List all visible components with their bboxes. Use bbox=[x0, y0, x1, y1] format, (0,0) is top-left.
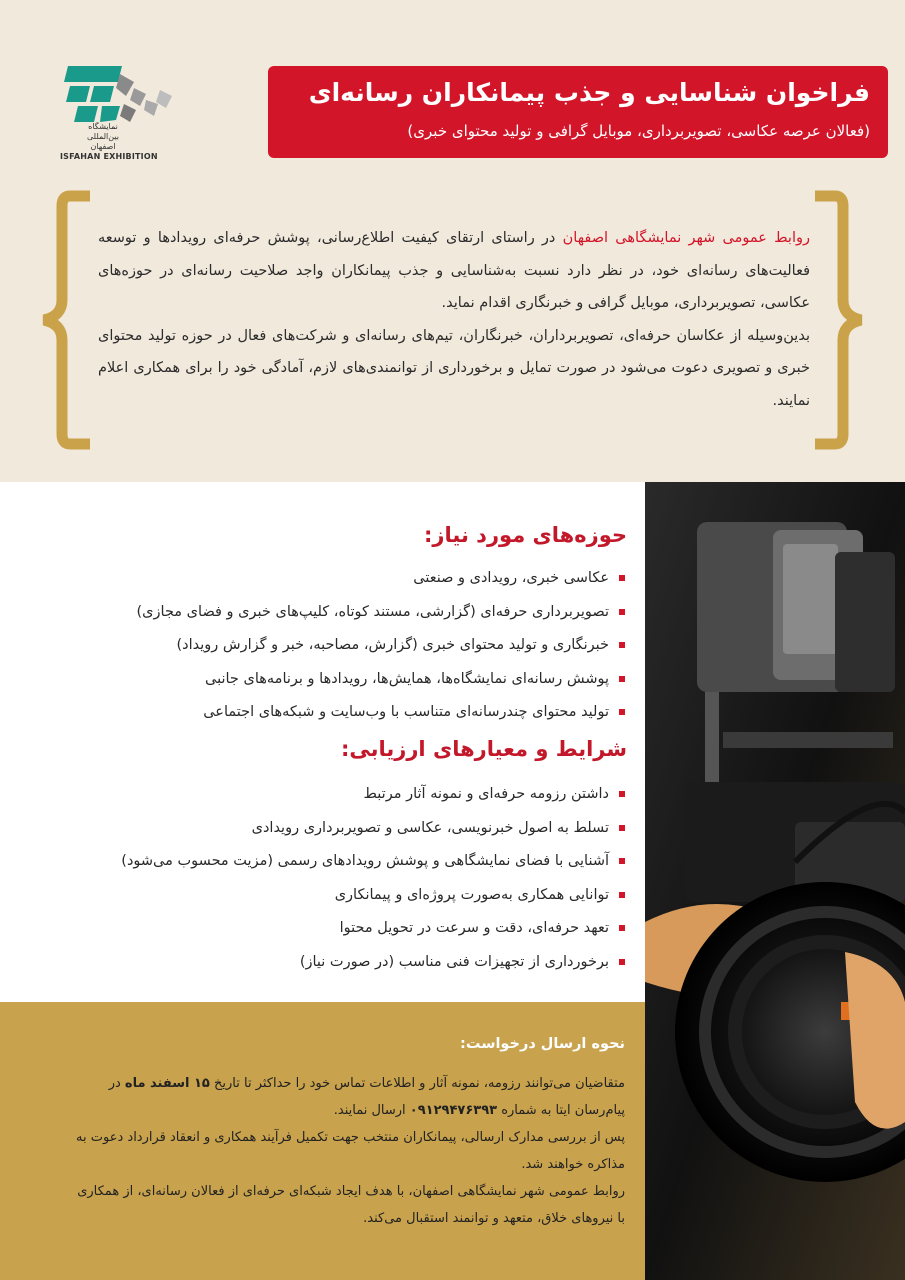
list-item bbox=[121, 845, 625, 879]
intro-paragraph-2: بدین‌وسیله از عکاسان حرفه‌ای، تصویربرداران، خبرنگاران، تیم‌های رسانه‌ای و شرکت‌های فعال در حوزه تولید محتوای خبری و تصویری دعوت می‌شود در صورت تمایل و برخورداری از توانمندی‌های لازم، آمادگی خود را برای همکاری اعلام نمایند. bbox=[98, 327, 810, 409]
list-item-text: تولید محتوای چندرسانه‌ای متناسب با وب‌سایت و شبکه‌های اجتماعی bbox=[203, 704, 609, 720]
list-item bbox=[137, 596, 625, 630]
camera-illustration bbox=[645, 482, 905, 1280]
list-item-text: توانایی همکاری به‌صورت پروژه‌ای و پیمانکاری bbox=[334, 886, 609, 903]
left-brace-icon bbox=[36, 190, 98, 450]
bullet-icon bbox=[619, 709, 625, 715]
list-item bbox=[121, 778, 625, 812]
criteria-list bbox=[121, 778, 625, 979]
list-item bbox=[121, 946, 625, 980]
list-item-text: عکاسی خبری، رویدادی و صنعتی bbox=[413, 570, 609, 586]
title-banner bbox=[268, 66, 888, 158]
logo-line-1: نمایشگاه bbox=[88, 122, 118, 131]
bullet-icon bbox=[619, 642, 625, 648]
list-item bbox=[137, 562, 625, 596]
right-brace-icon bbox=[807, 190, 869, 450]
bullet-icon bbox=[619, 791, 625, 797]
apply-text: ارسال نمایند. bbox=[333, 1103, 410, 1118]
fields-list bbox=[137, 562, 625, 730]
fields-title: حوزه‌های مورد نیاز: bbox=[424, 523, 627, 547]
apply-text: در پیام‌رسان ایتا به شماره bbox=[108, 1076, 625, 1118]
apply-body bbox=[75, 1070, 625, 1232]
apply-paragraph-3: روابط عمومی شهر نمایشگاهی اصفهان، با هدف ایجاد شبکه‌ای حرفه‌ای از فعالان رسانه‌ای، از همکاری با نیروهای خلاق، متعهد و توانمند استقبال می‌کند. bbox=[77, 1184, 625, 1226]
list-item-text: داشتن رزومه حرفه‌ای و نمونه آثار مرتبط bbox=[363, 786, 609, 802]
header-section bbox=[0, 0, 905, 482]
apply-paragraph-2: پس از بررسی مدارک ارسالی، پیمانکاران منتخب جهت تکمیل فرآیند همکاری و انعقاد قرارداد دعوت به مذاکره خواهند شد. bbox=[76, 1130, 625, 1172]
list-item bbox=[121, 912, 625, 946]
apply-paragraph-1 bbox=[75, 1070, 625, 1124]
intro-text bbox=[98, 222, 810, 417]
criteria-title: شرایط و معیارهای ارزیابی: bbox=[340, 737, 627, 761]
bullet-icon bbox=[619, 575, 625, 581]
list-item-text: خبرنگاری و تولید محتوای خبری (گزارش، مصاحبه، خبر و گزارش رویداد) bbox=[176, 637, 609, 653]
list-item-text: تصویربرداری حرفه‌ای (گزارشی، مستند کوتاه، کلیپ‌های خبری و فضای مجازی) bbox=[136, 603, 609, 620]
apply-title: نحوه ارسال درخواست: bbox=[460, 1036, 625, 1052]
bullet-icon bbox=[619, 825, 625, 831]
apply-text: متقاضیان می‌توانند رزومه، نمونه آثار و اطلاعات تماس خود را حداکثر تا تاریخ bbox=[209, 1076, 625, 1091]
list-item-text: تعهد حرفه‌ای، دقت و سرعت در تحویل محتوا bbox=[339, 920, 609, 936]
logo-text-en: ISFAHAN EXHIBITION bbox=[60, 152, 158, 161]
bullet-icon bbox=[619, 959, 625, 965]
bullet-icon bbox=[619, 858, 625, 864]
logo-text-fa bbox=[58, 122, 148, 152]
bullet-icon bbox=[619, 892, 625, 898]
page-subtitle: (فعالان عرصه عکاسی، تصویربرداری، موبایل گرافی و تولید محتوای خبری) bbox=[407, 122, 870, 140]
bullet-icon bbox=[619, 676, 625, 682]
list-item-text: آشنایی با فضای نمایشگاهی و پوشش رویدادهای رسمی (مزیت محسوب می‌شود) bbox=[121, 853, 609, 869]
list-item bbox=[137, 663, 625, 697]
list-item-text: تسلط به اصول خبرنویسی، عکاسی و تصویربرداری رویدادی bbox=[251, 819, 609, 836]
bullet-icon bbox=[619, 609, 625, 615]
intro-paragraph-1: در راستای ارتقای کیفیت اطلاع‌رسانی، پوشش حرفه‌ای رویدادها و توسعه فعالیت‌های رسانه‌ای خود، در نظر دارد نسبت به‌شناسایی و جذب پیمانکاران واجد صلاحیت رسانه‌ای در حوزه‌های عکاسی، تصویربرداری، موبایل گرافی و خبرنگاری اقدام نماید. bbox=[98, 230, 810, 311]
contact-phone: ۰۹۱۲۹۴۷۶۳۹۳ bbox=[409, 1103, 498, 1118]
list-item bbox=[137, 696, 625, 730]
camera-photo bbox=[645, 482, 905, 1280]
logo-line-2: بین‌المللی bbox=[87, 132, 119, 141]
list-item bbox=[121, 879, 625, 913]
deadline-date: ۱۵ اسفند ماه bbox=[124, 1076, 210, 1091]
list-item bbox=[121, 812, 625, 846]
bullet-icon bbox=[619, 925, 625, 931]
list-item-text: پوشش رسانه‌ای نمایشگاه‌ها، همایش‌ها، رویدادها و برنامه‌های جانبی bbox=[205, 670, 609, 687]
page-title: فراخوان شناسایی و جذب پیمانکاران رسانه‌ای bbox=[308, 78, 870, 107]
list-item bbox=[137, 629, 625, 663]
intro-highlight: روابط عمومی شهر نمایشگاهی اصفهان bbox=[562, 230, 810, 246]
logo-line-3: اصفهان bbox=[90, 142, 116, 151]
list-item-text: برخورداری از تجهیزات فنی مناسب (در صورت نیاز) bbox=[299, 953, 609, 970]
